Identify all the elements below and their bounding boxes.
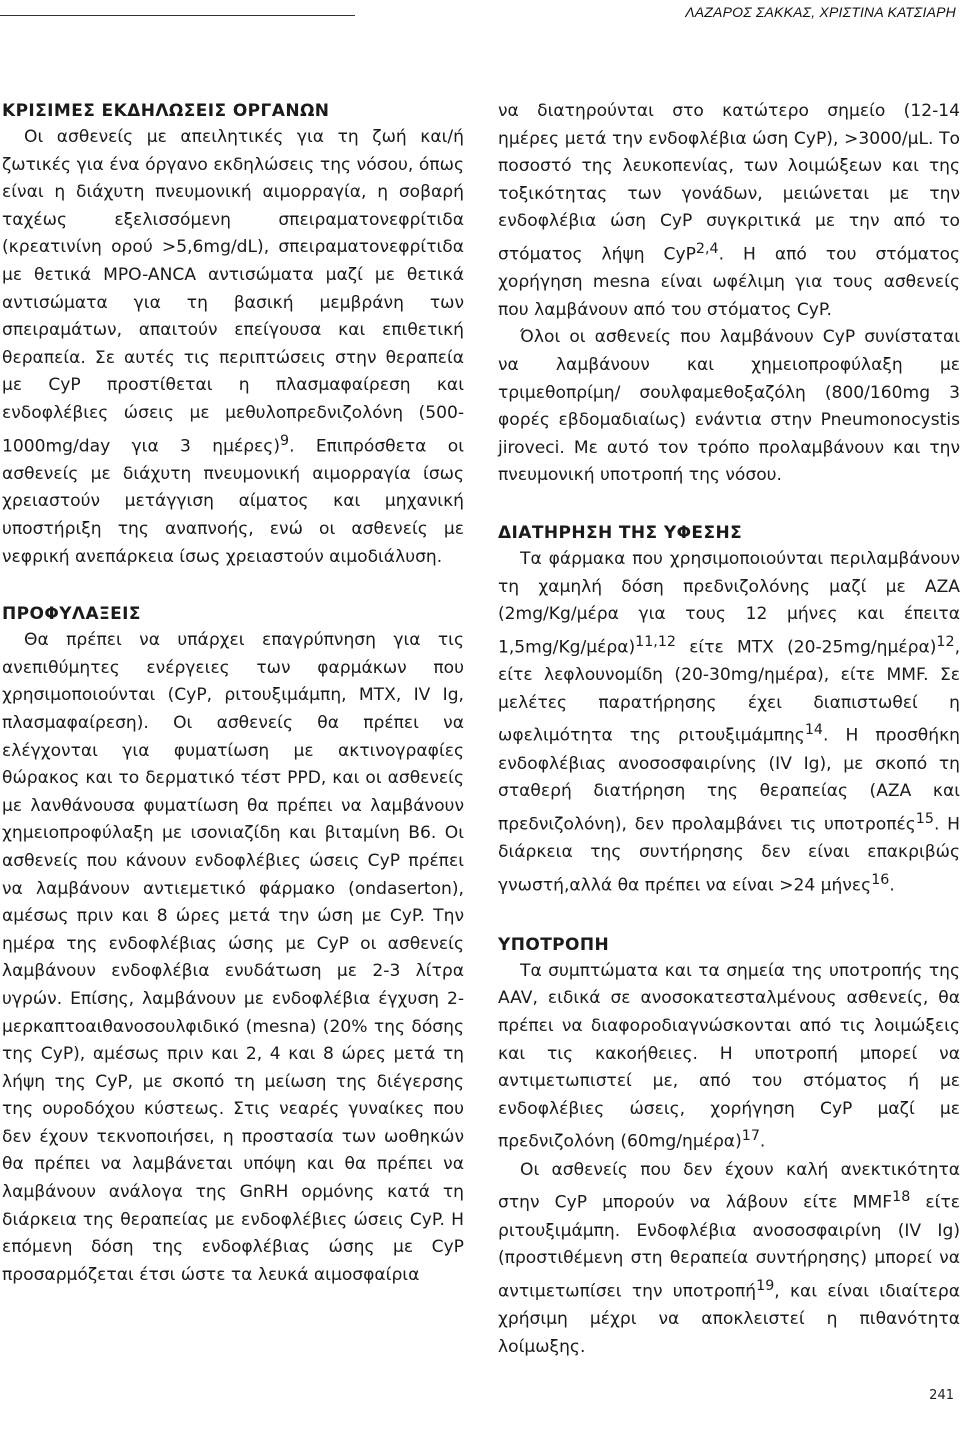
reference-superscript: 19 [756, 1277, 775, 1294]
running-header [0, 4, 960, 24]
paragraph-text: . [759, 1132, 766, 1153]
running-title: ΛΑΖΑΡΟΣ ΣΑΚΚΑΣ, ΧΡΙΣΤΙΝΑ ΚΑΤΣΙΑΡΗ [685, 4, 956, 20]
paragraph-text: Τα φάρμακα που χρησιμοποιούνται περιλαμβάνουν τη χαμηλή δόση πρεδνιζολόνης μαζί με AZA (2mg/Kg/μέρα για τους 12 μήνες και έπειτα 1,5mg/Kg/μέρα) [498, 549, 960, 658]
reference-superscript: 9 [280, 432, 290, 449]
paragraph-text: , είτε λεφλουνομίδη (20-30mg/ημέρα), είτε MMF. Σε μελέτες παρατήρησης έχει διαπιστωθεί η ωφελιμότητα της ριτουξιμάμπης [498, 637, 960, 746]
paragraph-text: Οι ασθενείς που δεν έχουν καλή ανεκτικότητα στην CyP μπορούν να λάβουν είτε MMF [498, 1159, 960, 1213]
reference-superscript: 12 [936, 633, 955, 650]
paragraph-relapse-alternatives [498, 1157, 960, 1362]
paragraph-precautions: Θα πρέπει να υπάρχει επαγρύπνηση για τις ανεπιθύμητες ενέργειες των φαρμάκων που χρησιμοποιούνται (CyP, ριτουξιμάμπη, MTX, IV Ig, πλασμαφαίρεση). Οι ασθενείς θα πρέπει να ελέγχονται για φυματίωση με ακτινογραφίες θώρακος και το δερματικό τέστ PPD, και οι ασθενείς με λανθάνουσα φυματίωση θα πρέπει να λαμβάνουν χημειοπροφύλαξη με ισονιαζίδη και βιταμίνη B6. Οι ασθενείς που κάνουν ενδοφλέβιες ώσεις CyP πρέπει να λαμβάνουν αντιεμετικό φάρμακο (ondaserton), αμέσως πριν και 8 ώρες μετά την ώση με CyP. Την ημέρα της ενδοφλέβιας ώσης με CyP οι ασθενείς λαμβάνουν ενδοφλέβια ενυδάτωση με 2-3 λίτρα υγρών. Επίσης, λαμβάνουν με ενδοφλέβια έγχυση 2-μερκαπτοαιθανοσουλφιδικό (mesna) (20% της δόσης της CyP), αμέσως πριν και 2, 4 και 8 ώρες μετά τη λήψη της CyP, με σκοπό τη μείωση της διέγερσης της ουροδόχου κύστεως. Στις νεαρές γυναίκες που δεν έχουν τεκνοποιήσει, η προστασία των ωοθηκών θα πρέπει να λαμβάνεται υπόψη και θα πρέπει να λαμβάνουν ανάλογα της GnRH ορμόνης κατά τη διάρκεια της θεραπείας με ενδοφλέβιες ώσεις CyP. Η επόμενη δόση της ενδοφλέβιας ώσης με CyP προσαρμόζεται έτσι ώστε τα λευκά αιμοσφαίρια [2, 630, 464, 1285]
section-heading-relapse: ΥΠΟΤΡΟΠΗ [498, 934, 610, 955]
reference-superscript: 15 [915, 810, 934, 827]
reference-superscript: 14 [804, 722, 823, 739]
paragraph-text: . Η από του στόματος χορήγηση mesna είναι ωφέλιμη για τους ασθενείς που λαμβάνουν από του στόματος CyP. [498, 244, 960, 320]
paragraph-text: είτε ριτουξιμάμπη. Ενδοφλέβια ανοσοσφαιρίνη (IV Ig) (προστιθέμενη στη θεραπεία συντήρησης) μπορεί να αντιμετωπίσει την υποτροπή [498, 1193, 960, 1302]
reference-superscript: 2,4 [695, 240, 719, 257]
paragraph-text: , και είναι ιδιαίτερα χρήσιμη μέχρι να αποκλειστεί η πιθανότητα λοίμωξης. [498, 1281, 960, 1357]
left-column [2, 98, 464, 1289]
reference-superscript: 18 [892, 1189, 911, 1206]
paragraph-text: . Η διάρκεια της συντήρησης δεν είναι επακριβώς γνωστή,αλλά θα πρέπει να είναι >24 μήνες [498, 814, 960, 896]
reference-superscript: 17 [741, 1128, 760, 1145]
paragraph-text: Οι ασθενείς με απειλητικές για τη ζωή και/ή ζωτικές για ένα όργανο εκδηλώσεις της νόσου, όπως είναι η διάχυτη πνευμονική αιμορραγία, η σοβαρή ταχέως εξελισσόμενη σπειραματονεφρίτιδα (κρεατινίνη ορού >5,6mg/dL), σπειραματονεφρίτιδα με θετικά MPO-ANCA αντισώματα μαζί με θετικά αντισώματα για τη βασική μεμβράνη των σπειραμάτων, απαιτούν επείγουσα και επιθετική θεραπεία. Σε αυτές τις περιπτώσεις στην θεραπεία με CyP προστίθεται η πλασμαφαίρεση και ενδοφλέβιες ώσεις με μεθυλοπρεδνιζολόνη (500-1000mg/day για 3 ημέρες) [2, 127, 464, 457]
reference-superscript: 16 [871, 871, 890, 888]
paragraph-continuation [498, 98, 960, 324]
paragraph-text: Τα συμπτώματα και τα σημεία της υποτροπής της AAV, ειδικά σε ανοσοκατεσταλμένους ασθενείς, θα πρέπει να διαφοροδιαγνώσκονται από τις λοιμώξεις και τις κακοήθειες. Η υποτροπή μπορεί να αντιμετωπιστεί με, από του στόματος ή με ενδοφλέβιες ώσεις, χορήγηση CyP μαζί με πρεδνιζολόνη (60mg/ημέρα) [498, 960, 960, 1153]
paragraph-text: . [889, 875, 895, 896]
paragraph-prophylaxis: Όλοι οι ασθενείς που λαμβάνουν CyP συνίσταται να λαμβάνουν και χημειοπροφύλαξη με τριμεθοπρίμη/ σουλφαμεθοξαζόλη (800/160mg 3 φορές εβδομαδιαίως) ενάντια στην Pneumonocystis jiroveci. Με αυτό τον τρόπο προλαμβάνουν και την πνευμονική υποτροπή της νόσου. [498, 327, 960, 486]
section-heading-critical: ΚΡΙΣΙΜΕΣ ΕΚΔΗΛΩΣΕΙΣ ΟΡΓΑΝΩΝ [2, 101, 330, 121]
paragraph-text: . Η προσθήκη ενδοφλέβιας ανοσοσφαιρίνης (IV Ig), με σκοπό τη σταθερή διατήρηση της θεραπείας (AZA και πρεδνιζολόνη), δεν προλαμβάνει τις υποτροπές [498, 725, 960, 835]
reference-superscript: 11,12 [635, 633, 676, 650]
paragraph-text: . Επιπρόσθετα οι ασθενείς με διάχυτη πνευμονική αιμορραγία ίσως χρειαστούν μετάγγιση αίματος και μηχανική υποστήριξη της αναπνοής, ενώ οι ασθενείς με νεφρική ανεπάρκεια ίσως χρειαστούν αιμοδιάλυση. [2, 436, 464, 567]
paragraph-critical [2, 124, 464, 571]
header-rule [0, 15, 355, 16]
section-heading-remission: ΔΙΑΤΗΡΗΣΗ ΤΗΣ ΥΦΕΣΗΣ [498, 523, 743, 543]
right-column [498, 98, 960, 1361]
paragraph-remission [498, 546, 960, 900]
section-heading-precautions: ΠΡΟΦΥΛΑΞΕΙΣ [2, 604, 141, 625]
paragraph-relapse [498, 958, 960, 1157]
page-number: 241 [929, 1388, 954, 1403]
paragraph-text: να διατηρούνται στο κατώτερο σημείο (12-14 ημέρες μετά την ενδοφλέβια ώση CyP), >3000/μL. Το ποσοστό της λευκοπενίας, των λοιμώξεων και της τοξικότητας των γονάδων, μειώνεται με την ενδοφλέβια ώση CyP συγκριτικά με την από το στόματος λήψη CyP [498, 101, 960, 265]
paragraph-text: είτε MTX (20-25mg/ημέρα) [675, 637, 937, 658]
